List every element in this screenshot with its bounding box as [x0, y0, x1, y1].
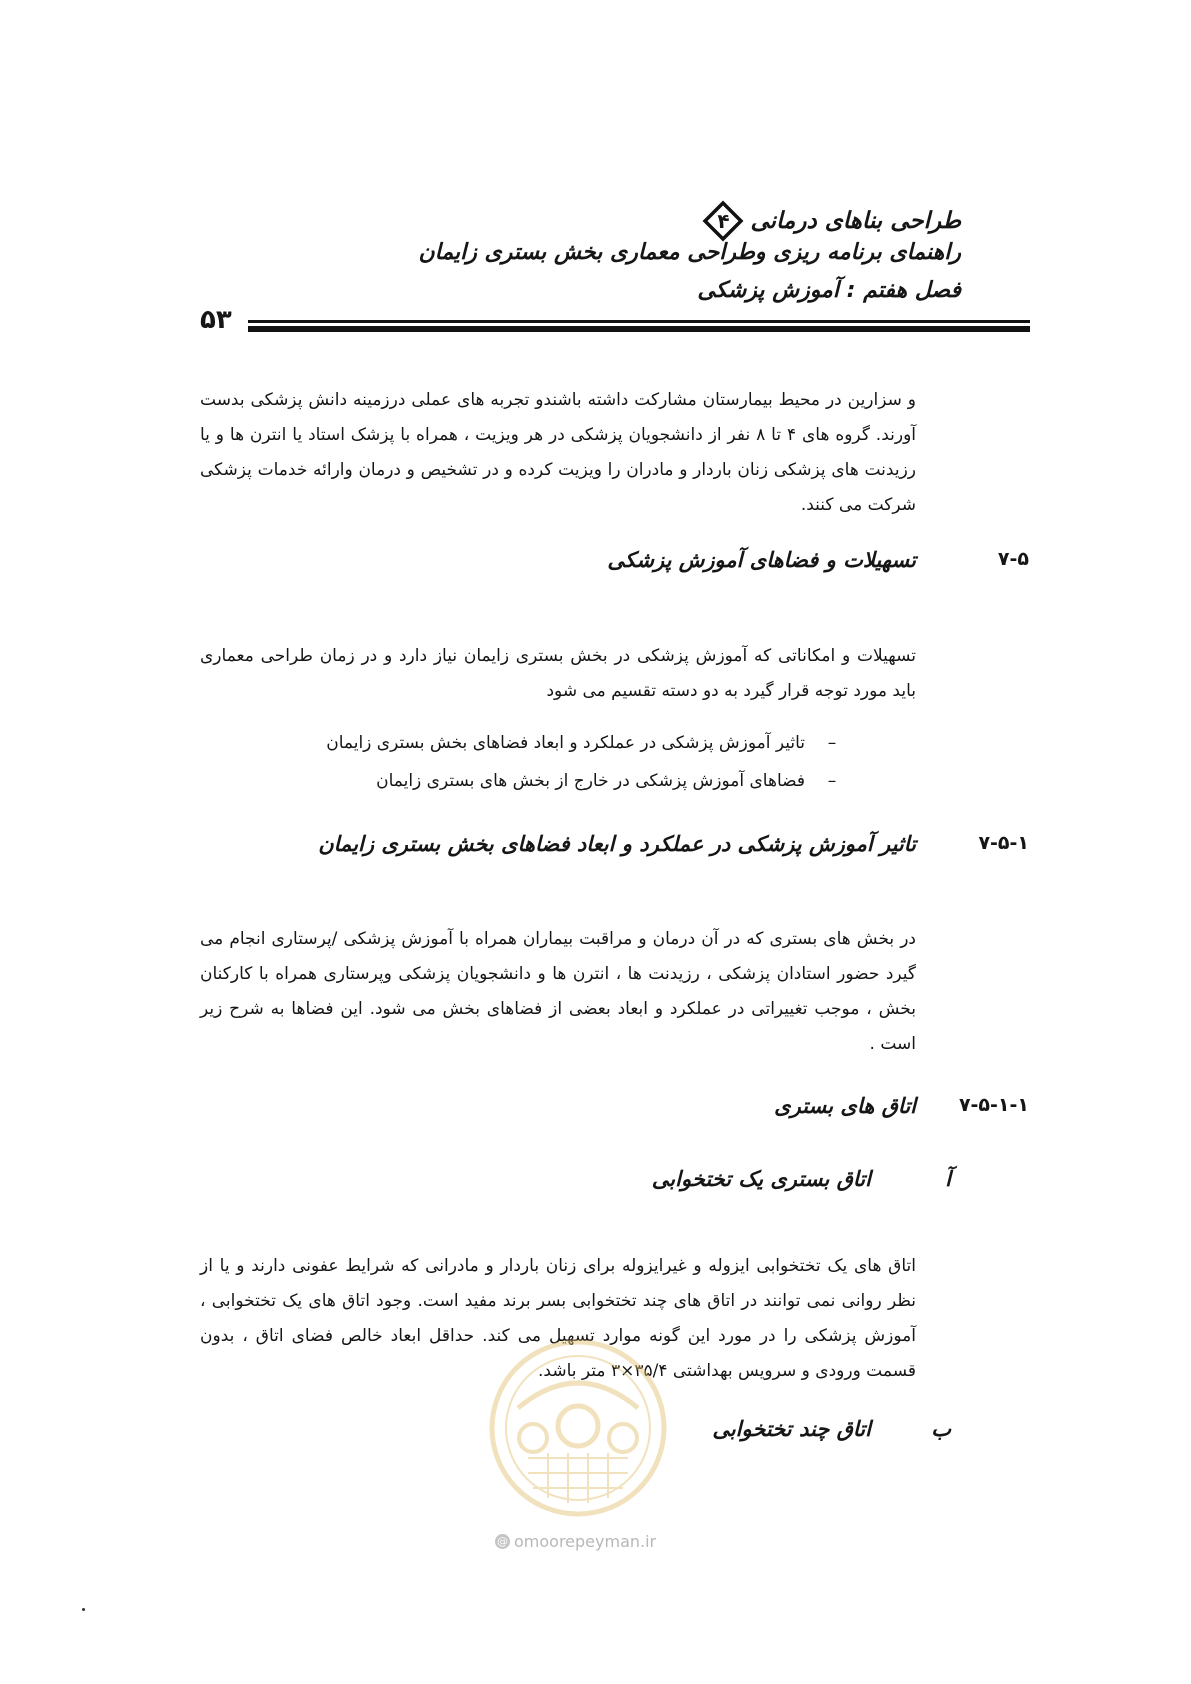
- list-item: [326, 762, 841, 800]
- bullet-text: تاثیر آموزش پزشکی در عملکرد و ابعاد فضاهای بخش بستری زایمان: [326, 733, 805, 753]
- section-heading-7-5-1-1: اتاق های بستری: [774, 1094, 916, 1118]
- watermark-seal-icon: [488, 1338, 668, 1518]
- bullet-text: فضاهای آموزش پزشکی در خارج از بخش های بستری زایمان: [376, 771, 805, 791]
- paragraph-facilities: تسهیلات و امکاناتی که آموزش پزشکی در بخش بستری زایمان نیاز دارد و در زمان طراحی معماری باید مورد توجه قرار گیرد به دو دسته تقسیم می شود: [200, 646, 916, 701]
- volume-badge: [702, 200, 744, 242]
- chapter-title: فصل هفتم : آموزش پزشکی: [697, 278, 961, 303]
- section-number-7-5: ۷-۵: [997, 548, 1029, 570]
- subheading-letter-b: ب: [931, 1417, 951, 1441]
- header-rule-thick: [248, 326, 1030, 332]
- book-title: طراحی بناهای درمانی: [750, 208, 961, 234]
- section-number-7-5-1: ۷-۵-۱: [978, 832, 1029, 854]
- bullet-dash: –: [827, 771, 837, 791]
- section-heading-7-5: تسهیلات و فضاهای آموزش پزشکی: [607, 548, 916, 572]
- section-heading-7-5-1: تاثیر آموزش پزشکی در عملکرد و ابعاد فضاهای بخش بستری زایمان: [318, 832, 916, 856]
- header-rule: [248, 320, 1030, 333]
- book-subtitle: راهنمای برنامه ریزی وطراحی معماری بخش بستری زایمان: [418, 240, 961, 265]
- subheading-letter-a: آ: [945, 1167, 951, 1191]
- list-item: [326, 724, 841, 762]
- watermark-url-text: omoorepeyman.ir: [514, 1532, 657, 1551]
- book-title-line: [702, 200, 961, 242]
- paragraph-teaching-impact: در بخش های بستری که در آن درمان و مراقبت بیماران همراه با آموزش پزشکی /پرستاری انجام می گیرد حضور استادان پزشکی ، رزیدنت ها ، انترن ها و دانشجویان پزشکی وپرستاری همراه با کارکنان بخش ، موجب تغییراتی در عملکرد و ابعاد بعضی از فضاهای بخش می شود. این فضاها به شرح زیر است .: [200, 929, 916, 1054]
- scan-speck: [82, 1608, 85, 1611]
- volume-number: ۴: [717, 209, 730, 233]
- at-sign-icon: @: [497, 1535, 508, 1548]
- section-number-7-5-1-1: ۷-۵-۱-۱: [958, 1094, 1029, 1116]
- page-number: ۵۳: [200, 305, 232, 335]
- paragraph-single-bed-room: اتاق های یک تختخوابی ایزوله و غیرایزوله برای زنان باردار و مادرانی که شرایط عفونی دارند و یا از نظر روانی نمی توانند در اتاق های چند تختخوابی بسر برند مفید است. وجود اتاق های یک تختخوابی ، آموزش پزشکی را در مورد این گونه موارد تسهیل می کند. حداقل ابعاد خالص فضای اتاق ، بدون قسمت ورودی و سرویس بهداشتی ۳۵/۴×۳ متر باشد.: [200, 1256, 916, 1381]
- bullet-list: [326, 724, 841, 800]
- subheading-single-bed-room: اتاق بستری یک تختخوابی: [651, 1167, 871, 1191]
- watermark-url: [495, 1532, 656, 1551]
- header-rule-thin: [248, 320, 1030, 323]
- paragraph-intro: و سزارین در محیط بیمارستان مشارکت داشته باشندو تجربه های عملی درزمینه دانش پزشکی بدست آورند. گروه های ۴ تا ۸ نفر از دانشجویان پزشکی در هر ویزیت ، همراه با پزشک استاد یا انترن ها و یا رزیدنت های پزشکی زنان باردار و مادران را ویزیت کرده و در تشخیص و درمان وارائه خدمات پزشکی شرکت می کنند.: [200, 390, 916, 515]
- subheading-multi-bed-room: اتاق چند تختخوابی: [712, 1417, 871, 1441]
- bullet-dash: –: [827, 733, 837, 753]
